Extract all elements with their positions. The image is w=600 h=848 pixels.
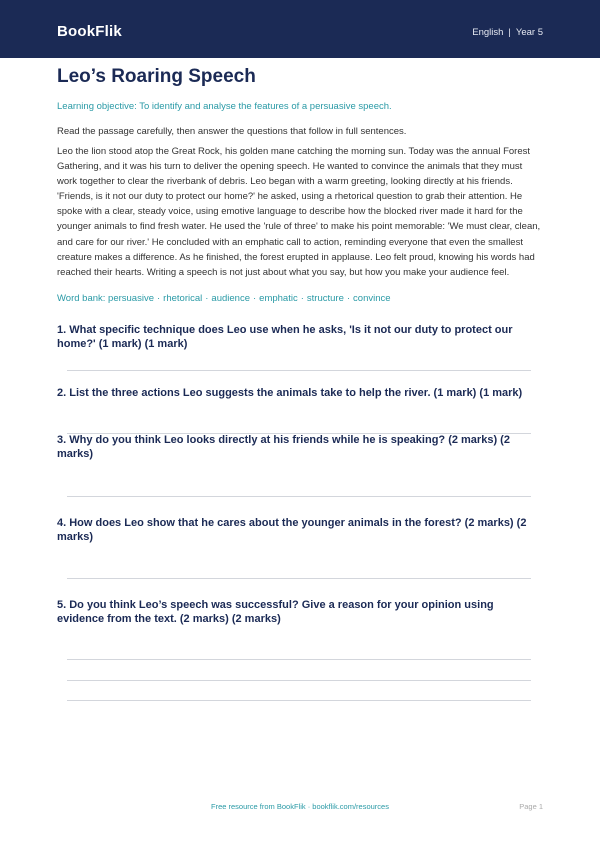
answer-line[interactable]	[67, 700, 531, 701]
answer-line[interactable]	[67, 578, 531, 579]
question-2: 2. List the three actions Leo suggests the animals take to help the river. (1 mark) (1 mark)	[57, 387, 523, 399]
word-separator: ·	[205, 293, 209, 304]
reading-passage: Leo the lion stood atop the Great Rock, his golden mane catching the morning sun. Today was the annual Forest Gathering, and it was his turn to deliver the opening speech. He wanted to convince the animals that they must work together to clear the riverbank of debris. Leo began with a warm greeting, looking directly at his friends. 'Friends, is it not our duty to protect our home?' he asked, using a rhetorical question to grab their attention. He spoke with a clear, steady voice, using emotive language to describe how the blocked river made it hard for the younger animals to find fresh water. He used the 'rule of three' to make his point memorable: 'We must clear, clean, and care for our river.' He concluded with an emphatic call to action, reminding everyone that even the smallest creature makes a difference. As he finished, the forest erupted in applause. Leo felt proud, knowing his words had reached their hearts. Writing a speech is not just about what you say, but how you make your audience feel.	[57, 146, 541, 278]
word-bank-word: audience	[211, 293, 250, 304]
question-5: 5. Do you think Leo’s speech was successful? Give a reason for your opinion using evidence from the text. (2 marks) (2 marks)	[57, 599, 494, 625]
year-label: Year 5	[515, 27, 543, 38]
learning-objective: Learning objective: To identify and analyse the features of a persuasive speech.	[57, 101, 392, 112]
answer-line[interactable]	[67, 659, 531, 660]
header-bar	[0, 0, 600, 58]
answer-line[interactable]	[67, 680, 531, 681]
word-bank-label: Word bank:	[57, 293, 106, 304]
subject-label: English	[472, 27, 504, 38]
meta-separator: |	[508, 27, 511, 38]
question-1: 1. What specific technique does Leo use when he asks, 'Is it not our duty to protect our home?' (1 mark) (1 mark)	[57, 324, 513, 350]
answer-line[interactable]	[67, 496, 531, 497]
page-title: Leo’s Roaring Speech	[57, 66, 256, 87]
page-number: Page 1	[519, 802, 543, 811]
word-separator: ·	[346, 293, 351, 304]
footer-text: Free resource from BookFlik · bookflik.com/resources	[211, 802, 389, 811]
word-separator: ·	[252, 293, 257, 304]
header-meta	[472, 27, 543, 38]
word-bank-word: emphatic	[259, 293, 298, 304]
word-bank-word: rhetorical	[163, 293, 203, 304]
answer-line[interactable]	[67, 370, 531, 371]
word-bank-word: persuasive	[108, 293, 154, 304]
word-separator: ·	[157, 293, 161, 304]
question-3: 3. Why do you think Leo looks directly at his friends while he is speaking? (2 marks) (2 marks)	[57, 434, 510, 460]
question-4: 4. How does Leo show that he cares about the younger animals in the forest? (2 marks) (2 marks)	[57, 517, 527, 543]
word-separator: ·	[300, 293, 304, 304]
word-bank	[57, 293, 391, 304]
word-bank-word: convince	[353, 293, 391, 304]
instructions: Read the passage carefully, then answer the questions that follow in full sentences.	[57, 126, 407, 137]
brand-logo: BookFlik	[57, 23, 122, 40]
word-bank-word: structure	[306, 293, 344, 304]
